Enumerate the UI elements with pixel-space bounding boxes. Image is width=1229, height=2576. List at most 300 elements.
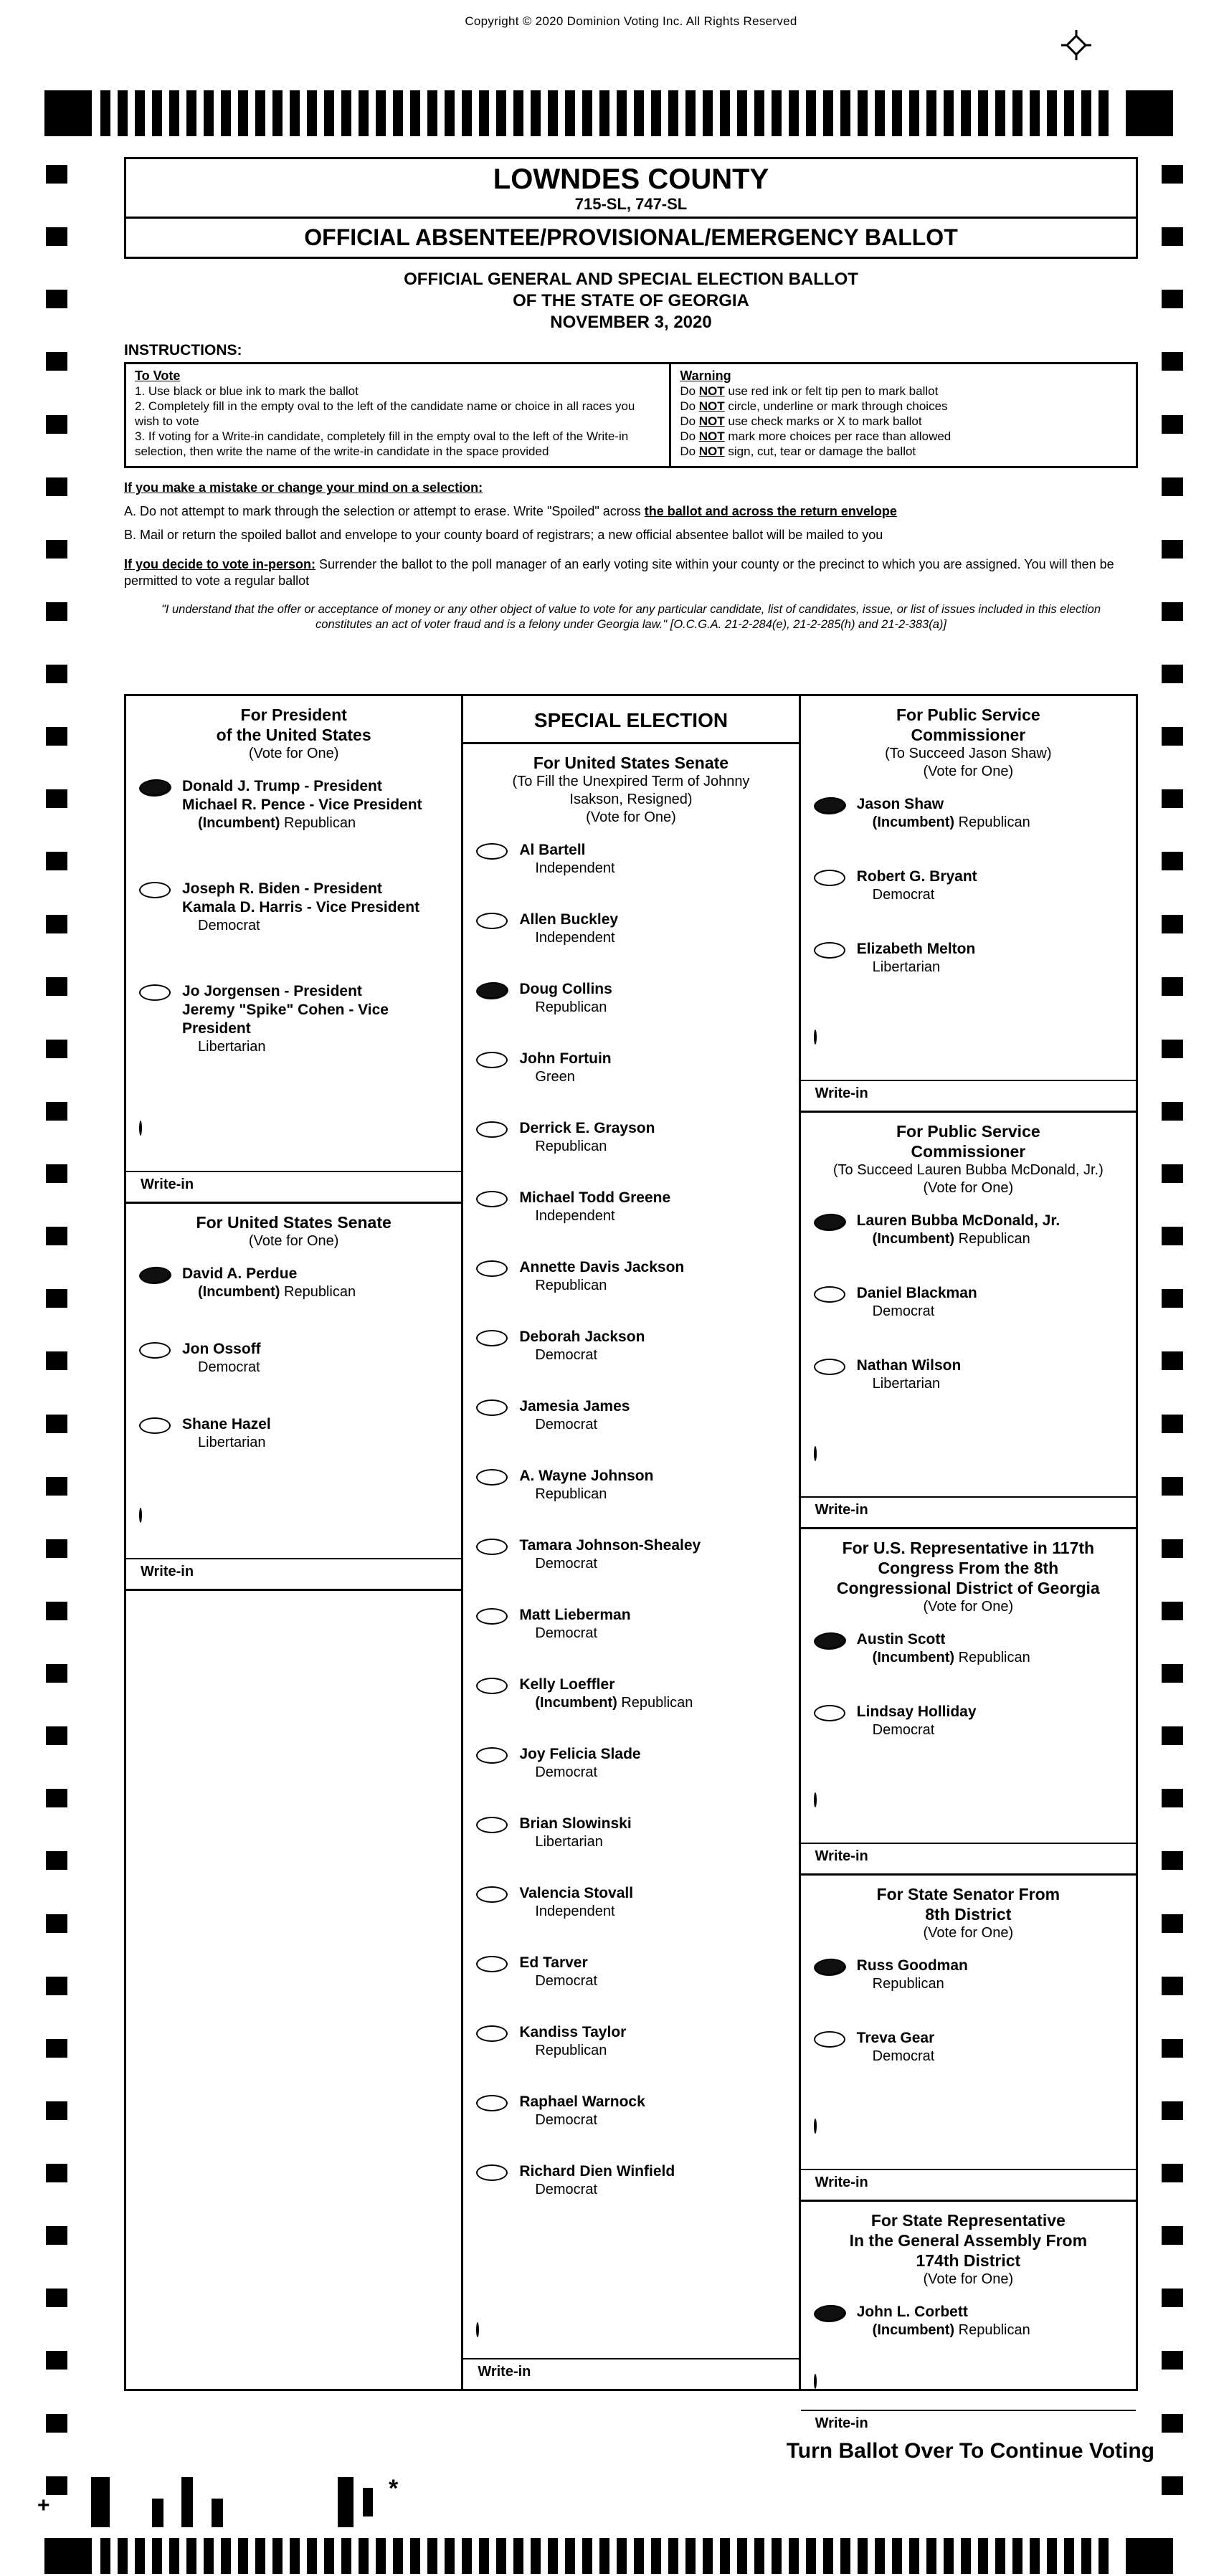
race <box>126 696 461 1204</box>
candidate-row <box>463 1397 798 1434</box>
candidate-oval-empty[interactable] <box>476 1956 508 1972</box>
candidate-oval-filled[interactable] <box>813 2304 845 2322</box>
candidate-row <box>801 1284 1136 1321</box>
timing-mark <box>46 2101 67 2120</box>
candidate-name-line: Jeremy "Spike" Cohen - Vice President <box>182 1002 389 1037</box>
candidate-party: (Incumbent) Republican <box>198 1284 356 1300</box>
candidate-name-line: Matt Lieberman <box>519 1607 631 1623</box>
timing-mark <box>961 2538 971 2574</box>
candidate-oval-empty[interactable] <box>476 843 508 860</box>
candidate-row <box>463 1745 798 1782</box>
candidate-name-line: Tamara Johnson-Shealey <box>519 1537 701 1554</box>
write-in-space[interactable] <box>126 1135 461 1171</box>
candidate-oval-empty[interactable] <box>476 1330 508 1346</box>
write-in-oval[interactable] <box>814 2119 817 2134</box>
candidate-party: (Incumbent) Republican <box>198 815 356 831</box>
alignment-mark <box>338 2477 353 2527</box>
race <box>463 744 798 2389</box>
timing-mark <box>445 2538 455 2574</box>
race-title-line: For President <box>240 705 347 724</box>
candidate-text <box>857 868 977 904</box>
timing-mark <box>1162 1477 1183 1496</box>
candidate-row <box>801 2029 1136 2066</box>
timing-mark <box>840 2538 850 2574</box>
timing-mark <box>737 2538 747 2574</box>
candidate-name <box>519 1745 640 1764</box>
county-name: LOWNDES COUNTY <box>493 163 769 195</box>
timing-mark <box>46 1415 67 1433</box>
timing-mark <box>720 90 730 136</box>
candidate-text <box>182 1415 271 1452</box>
candidate-name-line: Derrick E. Grayson <box>519 1120 655 1136</box>
candidate-oval-empty[interactable] <box>476 2025 508 2042</box>
candidate-oval-empty[interactable] <box>476 1747 508 1764</box>
timing-block-bottom-left <box>44 2538 92 2574</box>
candidate-party: Libertarian <box>198 1039 266 1055</box>
race-note-line: (To Fill the Unexpired Term of Johnny <box>512 774 750 789</box>
timing-mark <box>823 2538 833 2574</box>
timing-mark <box>359 90 369 136</box>
candidate-oval-empty[interactable] <box>476 1539 508 1555</box>
timing-mark <box>1162 665 1183 683</box>
candidate-oval-filled[interactable] <box>813 1212 845 1231</box>
write-in-space[interactable] <box>801 1807 1136 1843</box>
candidate-party: Democrat <box>535 1625 598 1641</box>
timing-mark <box>290 90 300 136</box>
candidate-oval-empty[interactable] <box>476 913 508 929</box>
race-vote-for: (Vote for One) <box>923 1925 1014 1941</box>
race-vote-for: (Vote for One) <box>586 809 676 825</box>
timing-mark <box>46 1351 67 1370</box>
timing-mark <box>754 90 764 136</box>
candidate-party: (Incumbent) Republican <box>872 814 1030 830</box>
candidate-name <box>857 1703 977 1721</box>
race-note <box>801 1161 1136 1179</box>
race-vote-for: (Vote for One) <box>248 1233 339 1249</box>
race-note <box>801 745 1136 763</box>
write-in-oval[interactable] <box>139 1121 142 1136</box>
candidate-name-line: Doug Collins <box>519 981 612 997</box>
race-title-line: In the General Assembly From <box>849 2231 1088 2250</box>
candidate-name <box>857 1957 968 1975</box>
column-1 <box>461 696 798 2389</box>
candidate-oval-filled[interactable] <box>476 981 508 999</box>
timing-mark <box>410 90 420 136</box>
election-date: NOVEMBER 3, 2020 <box>550 313 712 332</box>
timing-mark <box>1162 2039 1183 2058</box>
candidate-oval-empty[interactable] <box>476 1121 508 1138</box>
race-note-line: (To Succeed Jason Shaw) <box>885 746 1052 761</box>
timing-mark <box>1162 2101 1183 2120</box>
race-title <box>801 2210 1136 2271</box>
timing-mark <box>1047 2538 1057 2574</box>
timing-mark <box>858 2538 868 2574</box>
timing-mark <box>1162 415 1183 434</box>
election-title-line: OFFICIAL GENERAL AND SPECIAL ELECTION BALLOT <box>404 270 858 289</box>
candidate-oval-empty[interactable] <box>476 1886 508 1903</box>
candidate-name-line: Joy Felicia Slade <box>519 1746 641 1762</box>
candidate-text <box>182 777 422 832</box>
incumbent-label: (Incumbent) <box>198 1284 284 1300</box>
write-in-space[interactable] <box>126 1522 461 1558</box>
candidate-name-line: Deborah Jackson <box>519 1329 645 1345</box>
candidate-text <box>857 1630 1030 1667</box>
candidate-row <box>126 1265 461 1301</box>
race-vote-for: (Vote for One) <box>248 746 339 761</box>
timing-mark <box>1162 1102 1183 1121</box>
timing-mark <box>1162 2289 1183 2307</box>
timing-mark <box>427 2538 437 2574</box>
timing-mark <box>118 2538 128 2574</box>
candidate-name <box>519 911 618 929</box>
ballot-header-and-instructions <box>124 157 1138 632</box>
timing-mark <box>1098 90 1109 136</box>
text-segment: NOT <box>698 429 725 443</box>
candidate-name <box>519 1954 597 1972</box>
timing-mark <box>341 2538 351 2574</box>
write-in-space[interactable] <box>463 2337 798 2358</box>
candidate-name <box>857 2029 935 2048</box>
race-title-line: Commissioner <box>911 726 1026 744</box>
candidate-oval-empty[interactable] <box>814 2031 845 2048</box>
candidate-row <box>801 1356 1136 1393</box>
race-title-line: For State Senator From <box>876 1885 1060 1904</box>
candidate-text <box>519 911 618 947</box>
timing-mark <box>772 90 782 136</box>
candidate-text <box>857 2303 1030 2339</box>
timing-mark <box>892 2538 902 2574</box>
write-in-label: Write-in <box>801 2410 1136 2440</box>
candidate-row <box>801 1630 1136 1667</box>
timing-mark <box>496 90 506 136</box>
instructions-label: INSTRUCTIONS: <box>124 342 242 358</box>
candidate-text <box>182 1340 261 1377</box>
race-title <box>801 1538 1136 1598</box>
candidate-party: Republican <box>872 1976 944 1992</box>
timing-mark <box>737 90 747 136</box>
candidate-name <box>519 841 614 860</box>
candidate-oval-empty[interactable] <box>476 1260 508 1277</box>
timing-mark <box>1081 2538 1091 2574</box>
to-vote-item-2: 2. Completely fill in the empty oval to the left of the candidate name or choice in all races you wish to vote <box>135 399 635 428</box>
timing-mark <box>582 2538 592 2574</box>
timing-mark <box>479 90 489 136</box>
candidate-name-line: Lauren Bubba McDonald, Jr. <box>856 1212 1060 1229</box>
timing-mark <box>46 1539 67 1558</box>
text-segment: Do <box>680 414 699 428</box>
candidate-name-line: Ed Tarver <box>519 1954 588 1971</box>
candidate-name-line: Kelly Loeffler <box>519 1676 615 1693</box>
timing-mark <box>685 90 696 136</box>
candidate-text <box>857 2029 935 2066</box>
write-in-oval[interactable] <box>814 1446 817 1461</box>
candidate-oval-empty[interactable] <box>814 1286 845 1303</box>
candidate-row <box>463 2162 798 2199</box>
text-segment: NOT <box>698 445 725 458</box>
candidate-oval-empty[interactable] <box>139 984 171 1001</box>
candidate-party: Republican <box>535 2043 607 2058</box>
race-title-line: For United States Senate <box>533 754 729 772</box>
in-person-heading: If you decide to vote in-person: <box>124 557 316 571</box>
timing-mark <box>46 1227 67 1245</box>
timing-mark <box>427 90 437 136</box>
special-election-header: SPECIAL ELECTION <box>463 696 798 744</box>
timing-mark <box>789 2538 799 2574</box>
candidate-oval-filled[interactable] <box>138 778 171 797</box>
candidate-party: Libertarian <box>872 1376 941 1392</box>
candidate-oval-filled[interactable] <box>813 796 845 814</box>
write-in-space[interactable] <box>801 2133 1136 2169</box>
write-in-oval[interactable] <box>139 1508 142 1523</box>
candidate-party: Democrat <box>535 2112 598 2128</box>
timing-mark <box>204 2538 214 2574</box>
candidate-row <box>463 1050 798 1086</box>
candidate-name-line: Raphael Warnock <box>519 2093 645 2110</box>
timing-mark <box>46 1914 67 1933</box>
candidate-text <box>857 1957 968 1993</box>
timing-mark <box>496 2538 506 2574</box>
candidate-oval-empty[interactable] <box>476 1817 508 1833</box>
candidate-name-line: John L. Corbett <box>856 2304 968 2320</box>
candidate-oval-empty[interactable] <box>476 1399 508 1416</box>
race-title-line: Congressional District of Georgia <box>836 1579 1100 1597</box>
race-title-line: 8th District <box>925 1905 1012 1924</box>
timing-mark <box>651 2538 661 2574</box>
timing-mark <box>445 90 455 136</box>
candidate-party: Green <box>535 1069 575 1085</box>
candidate-text <box>182 880 419 935</box>
timing-mark <box>46 227 67 246</box>
candidate-row <box>463 1258 798 1295</box>
timing-mark <box>1162 1539 1183 1558</box>
candidate-text <box>519 1258 684 1295</box>
timing-mark <box>238 2538 248 2574</box>
candidate-oval-empty[interactable] <box>139 1342 171 1359</box>
mistake-instructions <box>124 480 1138 543</box>
text-segment: NOT <box>698 384 725 398</box>
candidate-name <box>519 2093 645 2111</box>
candidate-oval-filled[interactable] <box>813 1957 845 1976</box>
candidate-name <box>519 1536 701 1555</box>
candidate-name <box>519 1119 655 1138</box>
candidate-row <box>463 1884 798 1921</box>
timing-mark <box>1162 602 1183 621</box>
candidate-oval-empty[interactable] <box>814 942 845 959</box>
timing-mark <box>926 2538 936 2574</box>
write-in-label: Write-in <box>801 1843 1136 1873</box>
write-in-oval[interactable] <box>814 1792 817 1807</box>
timing-mark <box>46 1851 67 1870</box>
candidate-oval-empty[interactable] <box>476 2164 508 2181</box>
timing-mark <box>685 2538 696 2574</box>
timing-mark <box>548 90 558 136</box>
text-segment: Surrender the ballot to the poll manager of an early voting site within your county or the precinct to which you are assigned. You will then be permitted to vote a regular ballot <box>124 557 1114 588</box>
timing-mark <box>944 90 954 136</box>
candidate-oval-filled[interactable] <box>138 1265 171 1284</box>
text-segment: NOT <box>698 399 725 413</box>
candidate-name <box>182 1265 356 1283</box>
timing-mark <box>582 90 592 136</box>
timing-mark <box>1012 2538 1022 2574</box>
write-in-oval[interactable] <box>814 1030 817 1045</box>
timing-mark <box>290 2538 300 2574</box>
timing-mark <box>1162 290 1183 308</box>
alignment-mark <box>152 2499 163 2527</box>
race-title <box>126 1212 461 1232</box>
timing-mark <box>255 90 265 136</box>
candidate-oval-empty[interactable] <box>476 1678 508 1694</box>
race-note-line: Isakson, Resigned) <box>569 792 693 807</box>
write-in-label: Write-in <box>801 1496 1136 1527</box>
alignment-mark <box>212 2499 223 2527</box>
candidate-row <box>463 1189 798 1225</box>
candidate-name-line: Al Bartell <box>519 842 586 858</box>
incumbent-label: (Incumbent) <box>872 2322 959 2338</box>
timing-mark <box>1162 852 1183 870</box>
candidate-oval-empty[interactable] <box>476 2095 508 2111</box>
write-in-space[interactable] <box>801 1460 1136 1496</box>
write-in-oval[interactable] <box>476 2322 479 2337</box>
candidate-name-line: Michael Todd Greene <box>519 1189 671 1206</box>
race <box>801 696 1136 1113</box>
race-title-line: For Public Service <box>896 705 1040 724</box>
incumbent-label: (Incumbent) <box>872 1231 959 1247</box>
candidate-oval-filled[interactable] <box>813 1631 845 1650</box>
right-timing-marks <box>1162 165 1183 2495</box>
timing-mark <box>393 2538 403 2574</box>
in-person-instructions <box>124 556 1138 589</box>
candidate-name-line: Daniel Blackman <box>856 1285 977 1301</box>
copyright-notice: Copyright © 2020 Dominion Voting Inc. All Rights Reserved <box>465 14 797 28</box>
candidate-row <box>463 2023 798 2060</box>
text-segment: Do <box>680 445 699 458</box>
candidate-name-line: Joseph R. Biden - President <box>182 880 382 897</box>
timing-mark <box>46 1477 67 1496</box>
candidate-name <box>519 1397 630 1416</box>
timing-mark <box>806 2538 816 2574</box>
candidate-party: Republican <box>535 1486 607 1502</box>
timing-mark <box>1162 2351 1183 2370</box>
timing-mark <box>599 90 609 136</box>
timing-mark <box>668 2538 678 2574</box>
timing-mark <box>135 90 145 136</box>
timing-mark <box>772 2538 782 2574</box>
candidate-text <box>519 841 614 878</box>
candidate-name-line: Brian Slowinski <box>519 1815 632 1832</box>
timing-mark <box>875 2538 885 2574</box>
write-in-block <box>801 1794 1136 1873</box>
candidate-name <box>519 2162 675 2181</box>
candidate-party: Independent <box>535 1208 615 1224</box>
timing-mark <box>995 2538 1005 2574</box>
candidate-party: Democrat <box>535 1347 598 1363</box>
registration-crosshair-icon <box>1060 29 1093 65</box>
race-candidates <box>801 1957 1136 2101</box>
candidate-oval-empty[interactable] <box>476 1608 508 1625</box>
timing-mark <box>46 540 67 559</box>
candidate-text <box>519 2023 626 2060</box>
race-title <box>126 705 461 745</box>
candidate-text <box>519 1745 640 1782</box>
write-in-space[interactable] <box>801 1044 1136 1080</box>
candidate-name <box>519 1606 630 1625</box>
text-segment: the ballot and across the return envelope <box>644 504 897 518</box>
candidate-oval-empty[interactable] <box>476 1469 508 1486</box>
timing-mark <box>152 90 162 136</box>
candidate-row <box>801 1957 1136 1993</box>
candidate-text <box>519 1815 631 1851</box>
race-title-line: Commissioner <box>911 1142 1026 1161</box>
candidate-oval-empty[interactable] <box>814 1705 845 1721</box>
race <box>801 1529 1136 1876</box>
timing-mark <box>720 2538 730 2574</box>
timing-mark <box>1162 1289 1183 1308</box>
race-vote-for: (Vote for One) <box>923 1180 1014 1196</box>
candidate-oval-empty[interactable] <box>476 1191 508 1207</box>
timing-mark <box>1030 90 1040 136</box>
candidate-row <box>463 1328 798 1364</box>
candidate-name <box>519 1467 653 1486</box>
timing-mark <box>46 1102 67 1121</box>
candidate-name <box>182 1340 261 1359</box>
write-in-label: Write-in <box>126 1558 461 1589</box>
warning-item-4 <box>680 429 1127 444</box>
candidate-row <box>801 2303 1136 2339</box>
race-title-line: 174th District <box>916 2251 1021 2270</box>
left-timing-marks <box>46 165 67 2495</box>
candidate-name-line: Shane Hazel <box>182 1416 271 1432</box>
candidate-oval-empty[interactable] <box>476 1052 508 1068</box>
timing-mark <box>531 90 541 136</box>
text-segment: A. Do not attempt to mark through the selection or attempt to erase. Write "Spoiled" across <box>124 504 645 518</box>
candidate-party: Republican <box>535 999 607 1015</box>
timing-mark <box>1162 1789 1183 1807</box>
write-in-oval[interactable] <box>814 2374 817 2389</box>
timing-mark <box>324 2538 334 2574</box>
candidate-name <box>857 1212 1060 1230</box>
timing-mark <box>1081 90 1091 136</box>
timing-mark <box>634 2538 644 2574</box>
to-vote-box <box>126 364 671 466</box>
candidate-row <box>463 1815 798 1851</box>
candidate-name-line: Annette Davis Jackson <box>519 1259 685 1275</box>
write-in-space[interactable] <box>801 2388 1136 2410</box>
timing-mark <box>789 90 799 136</box>
candidate-row <box>801 795 1136 832</box>
candidate-oval-empty[interactable] <box>139 1417 171 1434</box>
timing-mark <box>46 415 67 434</box>
timing-mark <box>46 2164 67 2182</box>
ballot-columns <box>124 694 1138 2431</box>
candidate-row <box>463 1606 798 1643</box>
candidate-oval-empty[interactable] <box>139 882 171 898</box>
write-in-label: Write-in <box>463 2358 798 2389</box>
candidate-name-line: Treva Gear <box>856 2030 935 2046</box>
timing-mark <box>169 90 179 136</box>
candidate-oval-empty[interactable] <box>814 870 845 886</box>
candidate-party: (Incumbent) Republican <box>872 2322 1030 2338</box>
candidate-party: Democrat <box>535 1973 598 1989</box>
timing-mark <box>1162 1914 1183 1933</box>
timing-mark <box>46 915 67 933</box>
race-title <box>463 753 798 773</box>
timing-mark <box>995 90 1005 136</box>
timing-mark <box>100 2538 110 2574</box>
candidate-oval-empty[interactable] <box>814 1359 845 1375</box>
candidate-name-line: Austin Scott <box>856 1631 946 1648</box>
timing-mark <box>1064 90 1074 136</box>
timing-mark <box>703 90 713 136</box>
